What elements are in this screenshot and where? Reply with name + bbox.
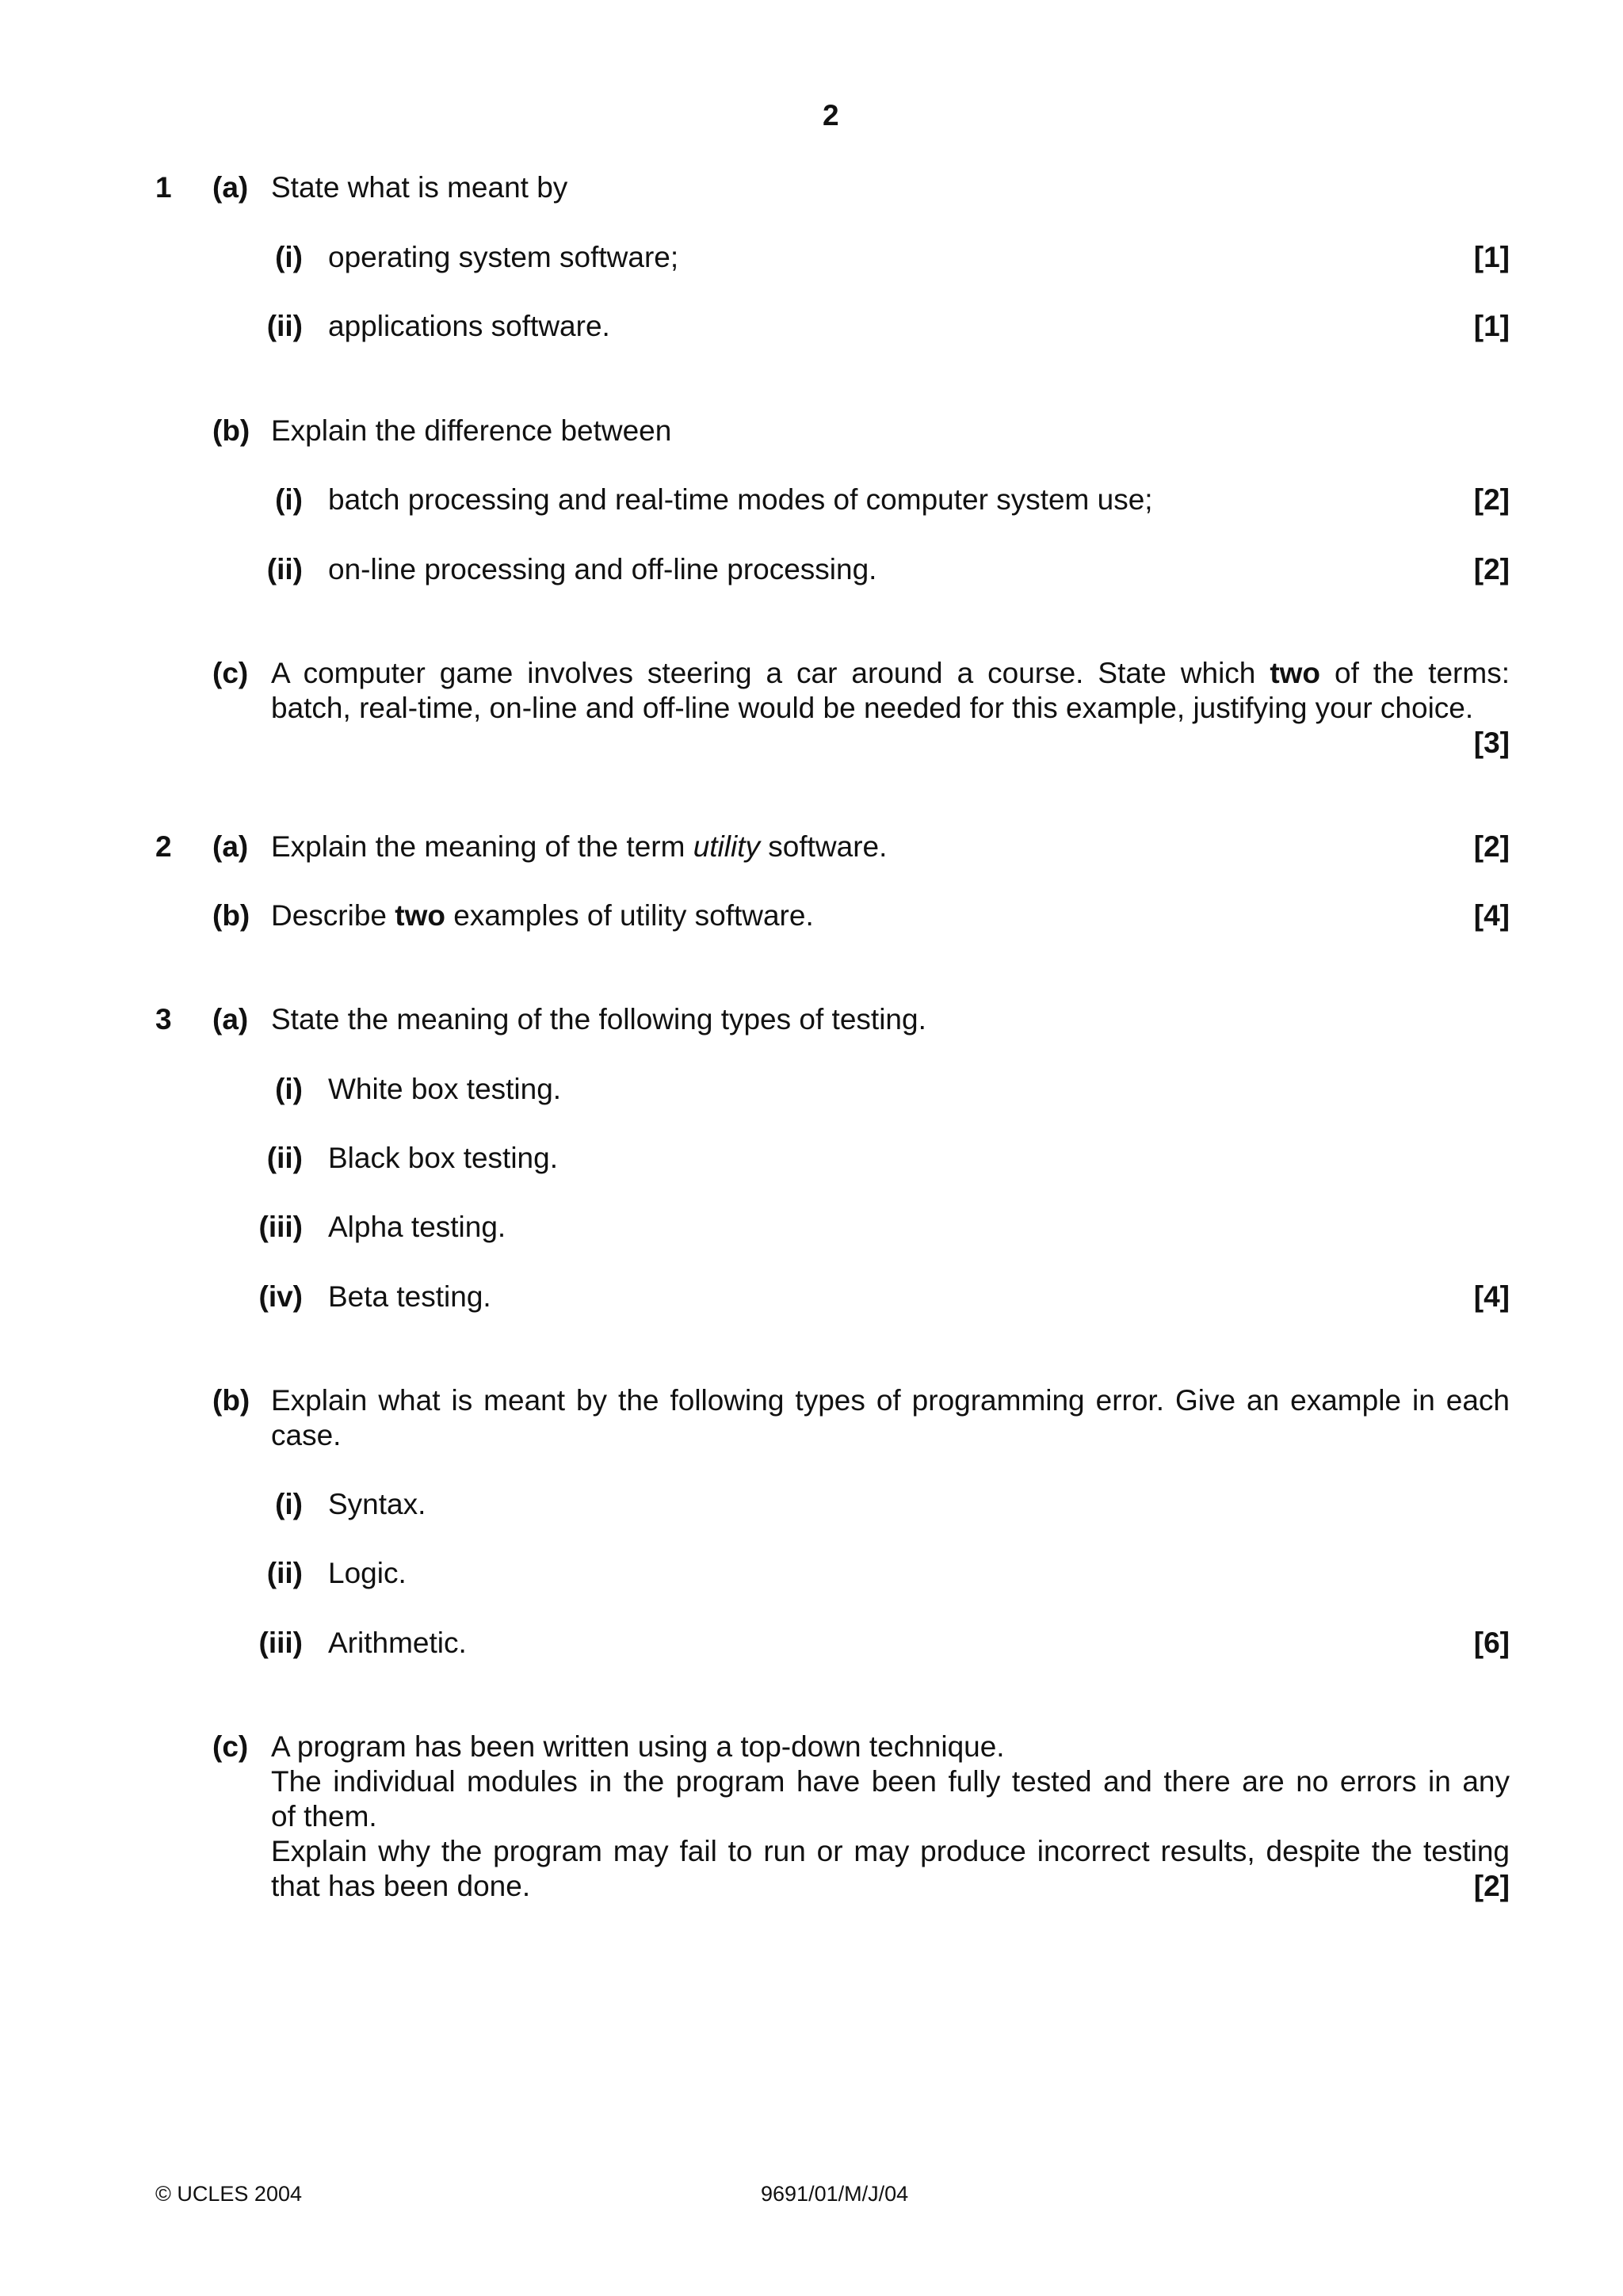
q2-part-b-label: (b) [212,899,250,932]
q1a-ii-text: applications software. [328,310,610,342]
q1a-i-label: (i) [275,241,303,273]
q1b-ii-label: (ii) [266,553,303,585]
q1b-ii-text: on-line processing and off-line processing. [328,553,877,585]
q1-part-c-text: A computer game involves steering a car around a course. State which two of the terms: batch, real-time, on-line and off-line would be needed for this example, justifying your choice. [271,657,1510,724]
q1b-i-mark: [2] [1473,483,1510,516]
q2b-mark: [4] [1473,899,1510,932]
q1a-i-text: operating system software; [328,241,679,273]
q1c-mark: [3] [1473,727,1510,759]
question-3-number: 3 [155,1003,172,1035]
q3a-iii-label: (iii) [258,1211,303,1243]
q1-part-b-text: Explain the difference between [271,414,672,447]
q1-part-a-text: State what is meant by [271,171,568,204]
q1a-ii-label: (ii) [266,310,303,342]
q3-part-b-label: (b) [212,1384,250,1417]
question-1-number: 1 [155,171,172,204]
q3b-ii-text: Logic. [328,1557,407,1589]
q3a-i-label: (i) [275,1073,303,1105]
q3a-iii-text: Alpha testing. [328,1211,506,1243]
q1b-i-label: (i) [275,483,303,516]
q3a-ii-label: (ii) [266,1142,303,1174]
q1a-ii-mark: [1] [1473,310,1510,342]
footer-paper-code: 9691/01/M/J/04 [761,2182,909,2206]
q2b-emphasis: two [395,899,445,932]
q3a-iv-label: (iv) [258,1280,303,1313]
q1-part-a-label: (a) [212,171,249,204]
q3-part-a-text: State the meaning of the following types of testing. [271,1003,926,1035]
q3-part-c-text: A program has been written using a top-down technique. The individual modules in the program have been fully tested and there are no errors in any of them. Explain why the program may fail to run or may produce incorrect results, despite the testing that has been done. [271,1730,1510,1902]
q1-part-b-label: (b) [212,414,250,447]
q2a-italic-term: utility [693,830,761,863]
q2-part-a-label: (a) [212,830,249,863]
q2-part-b-text: Describe two examples of utility software. [271,899,814,932]
q3b-ii-label: (ii) [266,1557,303,1589]
q2-part-a-text: Explain the meaning of the term utility software. [271,830,888,863]
q3-part-b-text: Explain what is meant by the following types of programming error. Give an example in each case. [271,1384,1510,1451]
q1a-i-mark: [1] [1473,241,1510,273]
q3b-iii-label: (iii) [258,1627,303,1659]
q3a-i-text: White box testing. [328,1073,562,1105]
q3b-i-text: Syntax. [328,1488,426,1520]
q3b-mark: [6] [1473,1627,1510,1659]
q3b-i-label: (i) [275,1488,303,1520]
q3-part-c-label: (c) [212,1730,249,1763]
question-2-number: 2 [155,830,172,863]
footer-copyright: © UCLES 2004 [155,2182,302,2206]
q1c-emphasis: two [1270,657,1321,689]
q3a-mark: [4] [1473,1280,1510,1313]
q3b-iii-text: Arithmetic. [328,1627,467,1659]
q1b-ii-mark: [2] [1473,553,1510,585]
q1-part-c-label: (c) [212,657,249,689]
q3a-ii-text: Black box testing. [328,1142,558,1174]
q3-part-a-label: (a) [212,1003,249,1035]
q2a-mark: [2] [1473,830,1510,863]
q3c-mark: [2] [1473,1870,1510,1902]
q3a-iv-text: Beta testing. [328,1280,491,1313]
page-number: 2 [823,99,839,132]
q1b-i-text: batch processing and real-time modes of computer system use; [328,483,1153,516]
